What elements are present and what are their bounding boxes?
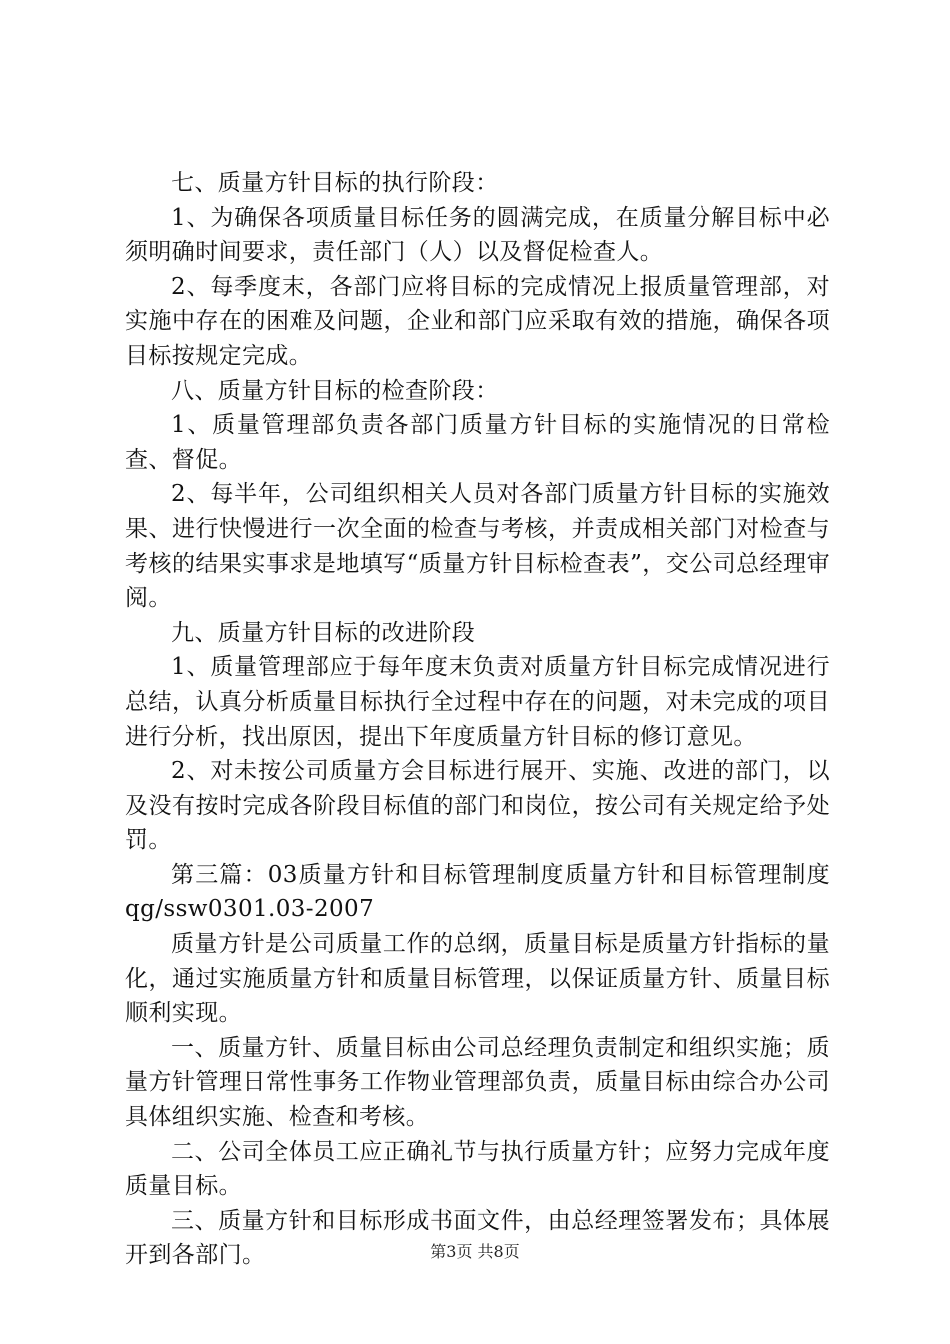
paragraph: 一、质量方针、质量目标由公司总经理负责制定和组织实施；质量方针管理日常性事务工作物业管理部负责，质量目标由综合办公司具体组织实施、检查和考核。 bbox=[125, 1034, 830, 1131]
paragraph: 2、每半年，公司组织相关人员对各部门质量方针目标的实施效果、进行快慢进行一次全面的检查与考核，并责成相关部门对检查与考核的结果实事求是地填写“质量方针目标检查表”，交公司总经理审阅。 bbox=[125, 481, 830, 612]
document-body bbox=[125, 166, 830, 1273]
paragraph: 1、质量管理部负责各部门质量方针目标的实施情况的日常检查、督促。 bbox=[125, 412, 830, 473]
paragraph: 2、对未按公司质量方会目标进行展开、实施、改进的部门，以及没有按时完成各阶段目标值的部门和岗位，按公司有关规定给予处罚。 bbox=[125, 758, 830, 854]
paragraph: 2、每季度末，各部门应将目标的完成情况上报质量管理部，对实施中存在的困难及问题，企业和部门应采取有效的措施，确保各项目标按规定完成。 bbox=[125, 273, 830, 369]
section-heading-nine: 九、质量方针目标的改进阶段 bbox=[171, 619, 476, 646]
paragraph: 三、质量方针和目标形成书面文件，由总经理签署发布；具体展开到各部门。 bbox=[125, 1207, 830, 1269]
section-heading-eight: 八、质量方针目标的检查阶段： bbox=[171, 377, 499, 404]
paragraph: 质量方针是公司质量工作的总纲，质量目标是质量方针指标的量化，通过实施质量方针和质量目标管理，以保证质量方针、质量目标顺利实现。 bbox=[125, 931, 830, 1027]
paragraph: 1、为确保各项质量目标任务的圆满完成，在质量分解目标中必须明确时间要求，责任部门（人）以及督促检查人。 bbox=[125, 204, 830, 266]
paragraph: 1、质量管理部应于每年度末负责对质量方针目标完成情况进行总结，认真分析质量目标执行全过程中存在的问题，对未完成的项目进行分析，找出原因，提出下年度质量方针目标的修订意见。 bbox=[125, 654, 830, 750]
paragraph: 二、公司全体员工应正确礼节与执行质量方针；应努力完成年度质量目标。 bbox=[125, 1138, 830, 1200]
chapter-title: 第三篇：03质量方针和目标管理制度质量方针和目标管理制度qg/ssw0301.03-2007 bbox=[125, 861, 830, 923]
section-heading-seven: 七、质量方针目标的执行阶段： bbox=[171, 170, 499, 196]
page-number: 第3页 共8页 bbox=[430, 1242, 520, 1261]
